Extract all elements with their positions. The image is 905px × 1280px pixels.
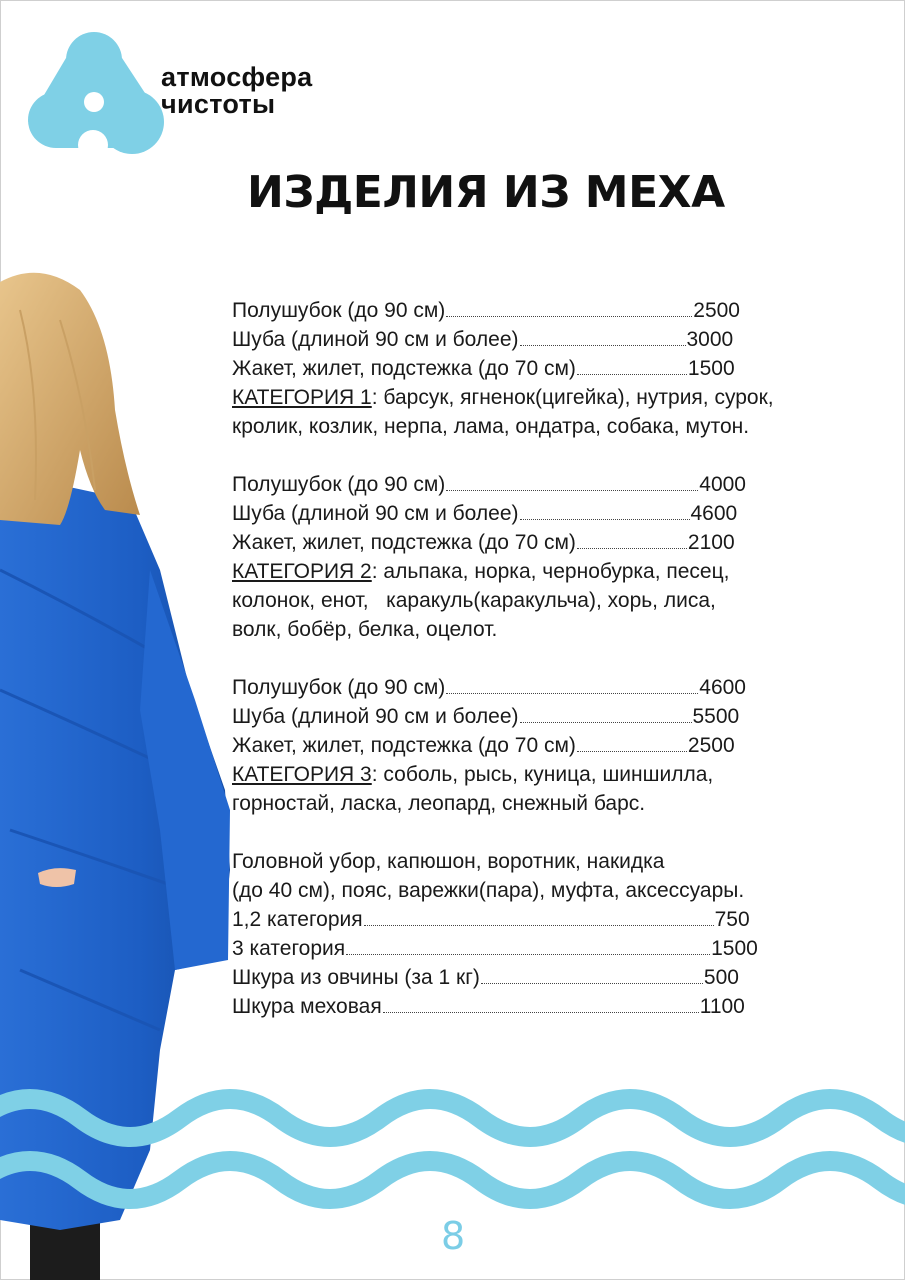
price-list bbox=[232, 296, 852, 1021]
leader-dots bbox=[446, 315, 692, 317]
item-name: Полушубок (до 90 см) bbox=[232, 473, 446, 496]
price-row bbox=[232, 499, 852, 528]
category-desc-line: горностай, ласка, леопард, снежный барс. bbox=[232, 792, 646, 815]
category-line bbox=[232, 557, 852, 586]
brand-name bbox=[161, 64, 313, 118]
logo-mark-icon bbox=[28, 30, 168, 155]
price-row bbox=[232, 470, 852, 499]
item-name: Жакет, жилет, подстежка (до 70 см) bbox=[232, 734, 576, 757]
leader-dots bbox=[446, 692, 698, 694]
category-desc-line: колонок, енот, каракуль(каракульча), хорь, лиса, bbox=[232, 589, 716, 612]
leader-dots bbox=[520, 344, 686, 346]
item-price: 2500 bbox=[693, 299, 740, 322]
leader-dots bbox=[481, 982, 703, 984]
price-row bbox=[232, 673, 852, 702]
accessories-line: Головной убор, капюшон, воротник, накидка bbox=[232, 850, 665, 873]
category-line bbox=[232, 760, 852, 789]
item-name: Шуба (длиной 90 см и более) bbox=[232, 328, 519, 351]
decorative-waves bbox=[0, 1080, 905, 1210]
item-name: 3 категория bbox=[232, 937, 346, 960]
item-name: Полушубок (до 90 см) bbox=[232, 676, 446, 699]
item-name: Шуба (длиной 90 см и более) bbox=[232, 705, 519, 728]
item-name: Жакет, жилет, подстежка (до 70 см) bbox=[232, 357, 576, 380]
item-price: 1500 bbox=[711, 937, 758, 960]
price-row bbox=[232, 992, 852, 1021]
leader-dots bbox=[520, 721, 692, 723]
price-row bbox=[232, 963, 852, 992]
brand-logo bbox=[28, 30, 388, 160]
accessories-line: (до 40 см), пояс, варежки(пара), муфта, аксессуары. bbox=[232, 879, 745, 902]
item-name: Полушубок (до 90 см) bbox=[232, 299, 446, 322]
category-desc-line: кролик, козлик, нерпа, лама, ондатра, собака, мутон. bbox=[232, 415, 750, 438]
category-desc: : барсук, ягненок(цигейка), нутрия, сурок, bbox=[371, 386, 774, 409]
item-price: 2500 bbox=[687, 734, 735, 757]
price-row bbox=[232, 934, 852, 963]
category-desc-line: волк, бобёр, белка, оцелот. bbox=[232, 618, 498, 641]
item-price: 2100 bbox=[687, 531, 735, 554]
leader-dots bbox=[346, 953, 710, 955]
page-title: ИЗДЕЛИЯ ИЗ МЕХА bbox=[247, 167, 725, 218]
category-desc: : альпака, норка, чернобурка, песец, bbox=[371, 560, 730, 583]
category-label: КАТЕГОРИЯ 2 bbox=[232, 560, 372, 583]
item-price: 1500 bbox=[687, 357, 735, 380]
price-row bbox=[232, 325, 852, 354]
item-price: 4600 bbox=[699, 676, 746, 699]
item-name: Шкура меховая bbox=[232, 995, 382, 1018]
category-desc: : соболь, рысь, куница, шиншилла, bbox=[371, 763, 714, 786]
item-name: Шуба (длиной 90 см и более) bbox=[232, 502, 519, 525]
leader-dots bbox=[383, 1011, 699, 1013]
item-name: 1,2 категория bbox=[232, 908, 363, 931]
page-number: 8 bbox=[441, 1214, 466, 1258]
item-name: Шкура из овчины (за 1 кг) bbox=[232, 966, 480, 989]
item-price: 500 bbox=[703, 966, 739, 989]
category-line bbox=[232, 383, 852, 412]
price-row bbox=[232, 731, 852, 760]
leader-dots bbox=[520, 518, 690, 520]
price-row bbox=[232, 702, 852, 731]
leader-dots bbox=[446, 489, 698, 491]
leader-dots bbox=[364, 924, 714, 926]
price-row bbox=[232, 296, 852, 325]
brand-line-2: чистоты bbox=[161, 89, 276, 119]
item-price: 4600 bbox=[690, 502, 738, 525]
price-row bbox=[232, 354, 852, 383]
item-price: 750 bbox=[714, 908, 750, 931]
item-name: Жакет, жилет, подстежка (до 70 см) bbox=[232, 531, 576, 554]
category-label: КАТЕГОРИЯ 1 bbox=[232, 386, 372, 409]
price-row bbox=[232, 905, 852, 934]
brand-line-1: атмосфера bbox=[161, 62, 313, 92]
leader-dots bbox=[577, 373, 687, 375]
item-price: 5500 bbox=[692, 705, 740, 728]
item-price: 3000 bbox=[686, 328, 734, 351]
category-label: КАТЕГОРИЯ 3 bbox=[232, 763, 372, 786]
item-price: 4000 bbox=[699, 473, 746, 496]
price-row bbox=[232, 528, 852, 557]
leader-dots bbox=[577, 547, 687, 549]
leader-dots bbox=[577, 750, 687, 752]
item-price: 1100 bbox=[699, 995, 745, 1018]
